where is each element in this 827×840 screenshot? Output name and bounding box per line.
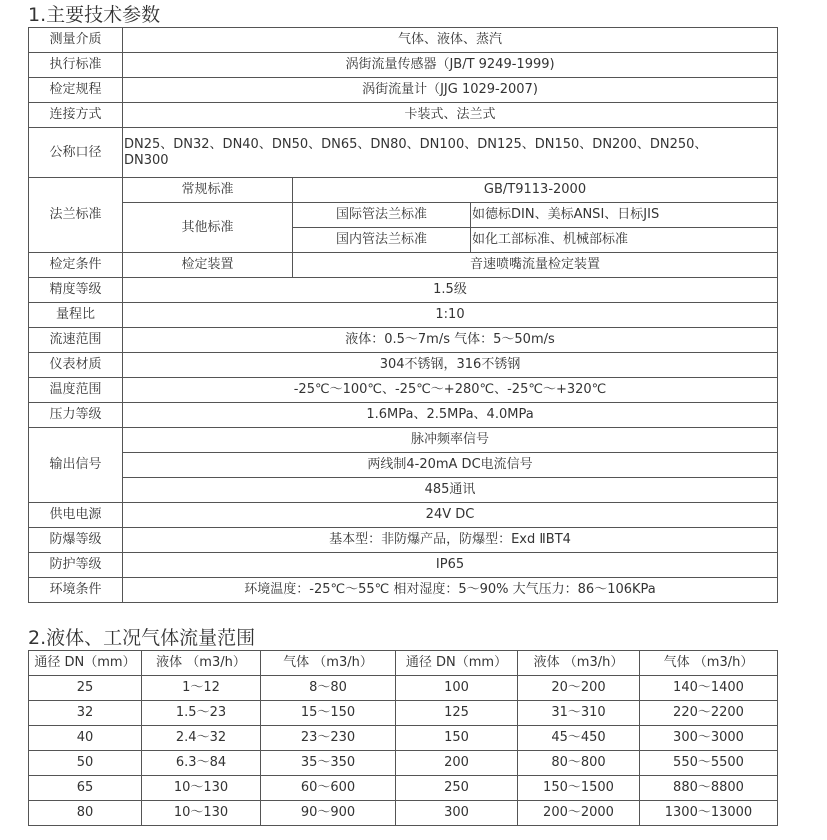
table-row bbox=[29, 378, 778, 403]
table-cell: 90～900 bbox=[261, 801, 396, 826]
table-row bbox=[29, 278, 778, 303]
table-cell: 60～600 bbox=[261, 776, 396, 801]
table-cell: 220～2200 bbox=[640, 701, 778, 726]
table-cell: 10～130 bbox=[142, 776, 261, 801]
spec-value: 1.6MPa、2.5MPa、4.0MPa bbox=[123, 403, 778, 428]
spec-label: 检定条件 bbox=[29, 253, 123, 278]
table-cell: 50 bbox=[29, 751, 142, 776]
spec-value: -25℃～100℃、-25℃～+280℃、-25℃～+320℃ bbox=[123, 378, 778, 403]
section1-title: 1.主要技术参数 bbox=[28, 4, 161, 26]
spec-sub-label: 检定装置 bbox=[123, 253, 293, 278]
table-row bbox=[29, 453, 778, 478]
table-row bbox=[29, 503, 778, 528]
table-row bbox=[29, 103, 778, 128]
table-row bbox=[29, 776, 778, 801]
table-header-row bbox=[29, 651, 778, 676]
table-row bbox=[29, 726, 778, 751]
table-row bbox=[29, 751, 778, 776]
spec-value: 1:10 bbox=[123, 303, 778, 328]
table-cell: 65 bbox=[29, 776, 142, 801]
table-cell: 300～3000 bbox=[640, 726, 778, 751]
table-cell: 200～2000 bbox=[518, 801, 640, 826]
table-row bbox=[29, 303, 778, 328]
table-cell: 45～450 bbox=[518, 726, 640, 751]
spec-label: 供电电源 bbox=[29, 503, 123, 528]
table-cell: 23～230 bbox=[261, 726, 396, 751]
spec-value: 1.5级 bbox=[123, 278, 778, 303]
spec-value: IP65 bbox=[123, 553, 778, 578]
spec-label: 公称口径 bbox=[29, 128, 123, 178]
spec-value: 如化工部标准、机械部标准 bbox=[471, 228, 778, 253]
column-header: 液体 （m3/h） bbox=[518, 651, 640, 676]
table-cell: 20～200 bbox=[518, 676, 640, 701]
spec-value: 音速喷嘴流量检定装置 bbox=[293, 253, 778, 278]
table-cell: 1.5～23 bbox=[142, 701, 261, 726]
spec-value: 环境温度：-25℃～55℃ 相对湿度：5～90% 大气压力：86～106KPa bbox=[123, 578, 778, 603]
column-header: 通径 DN（mm） bbox=[396, 651, 518, 676]
spec-sub-label: 国内管法兰标准 bbox=[293, 228, 471, 253]
table-cell: 300 bbox=[396, 801, 518, 826]
table-row bbox=[29, 676, 778, 701]
table-row bbox=[29, 801, 778, 826]
table-row bbox=[29, 578, 778, 603]
spec-value: 如德标DIN、美标ANSI、日标JIS bbox=[471, 203, 778, 228]
spec-value: 485通讯 bbox=[123, 478, 778, 503]
spec-label: 温度范围 bbox=[29, 378, 123, 403]
table-row bbox=[29, 528, 778, 553]
spec-table bbox=[28, 27, 778, 603]
table-cell: 150 bbox=[396, 726, 518, 751]
table-cell: 140～1400 bbox=[640, 676, 778, 701]
table-row bbox=[29, 428, 778, 453]
spec-label: 测量介质 bbox=[29, 28, 123, 53]
spec-label: 输出信号 bbox=[29, 428, 123, 503]
table-cell: 40 bbox=[29, 726, 142, 751]
spec-label: 执行标准 bbox=[29, 53, 123, 78]
table-row bbox=[29, 353, 778, 378]
table-row bbox=[29, 553, 778, 578]
table-row bbox=[29, 203, 778, 228]
table-cell: 1～12 bbox=[142, 676, 261, 701]
spec-label: 连接方式 bbox=[29, 103, 123, 128]
spec-value: 液体：0.5～7m/s 气体：5～50m/s bbox=[123, 328, 778, 353]
spec-value: 卡装式、法兰式 bbox=[123, 103, 778, 128]
spec-value: 24V DC bbox=[123, 503, 778, 528]
spec-value: 两线制4-20mA DC电流信号 bbox=[123, 453, 778, 478]
column-header: 液体 （m3/h） bbox=[142, 651, 261, 676]
spec-sub-label: 常规标准 bbox=[123, 178, 293, 203]
spec-label: 防爆等级 bbox=[29, 528, 123, 553]
nominal-line-2: DN300 bbox=[124, 152, 169, 168]
table-row bbox=[29, 478, 778, 503]
table-row bbox=[29, 78, 778, 103]
table-cell: 550～5500 bbox=[640, 751, 778, 776]
spec-value: 基本型：非防爆产品，防爆型：Exd ⅡBT4 bbox=[123, 528, 778, 553]
spec-value: 304不锈钢，316不锈钢 bbox=[123, 353, 778, 378]
nominal-line-1: DN25、DN32、DN40、DN50、DN65、DN80、DN100、DN125、DN150、DN200、DN250、 bbox=[124, 136, 708, 152]
spec-value bbox=[123, 128, 778, 178]
column-header: 通径 DN（mm） bbox=[29, 651, 142, 676]
spec-label: 流速范围 bbox=[29, 328, 123, 353]
table-cell: 80～800 bbox=[518, 751, 640, 776]
table-cell: 8～80 bbox=[261, 676, 396, 701]
table-row bbox=[29, 128, 778, 178]
table-cell: 880～8800 bbox=[640, 776, 778, 801]
table-cell: 15～150 bbox=[261, 701, 396, 726]
table-cell: 125 bbox=[396, 701, 518, 726]
spec-label: 精度等级 bbox=[29, 278, 123, 303]
spec-label: 仪表材质 bbox=[29, 353, 123, 378]
section2-title: 2.液体、工况气体流量范围 bbox=[28, 627, 256, 649]
table-cell: 2.4～32 bbox=[142, 726, 261, 751]
spec-value: 涡街流量传感器（JB/T 9249-1999) bbox=[123, 53, 778, 78]
column-header: 气体 （m3/h） bbox=[640, 651, 778, 676]
column-header: 气体 （m3/h） bbox=[261, 651, 396, 676]
spec-label: 环境条件 bbox=[29, 578, 123, 603]
table-cell: 200 bbox=[396, 751, 518, 776]
flow-range-table bbox=[28, 650, 778, 826]
spec-label: 防护等级 bbox=[29, 553, 123, 578]
table-cell: 10～130 bbox=[142, 801, 261, 826]
spec-value: GB/T9113-2000 bbox=[293, 178, 778, 203]
table-row bbox=[29, 403, 778, 428]
spec-value: 气体、液体、蒸汽 bbox=[123, 28, 778, 53]
table-cell: 6.3～84 bbox=[142, 751, 261, 776]
table-row bbox=[29, 53, 778, 78]
table-cell: 35～350 bbox=[261, 751, 396, 776]
spec-label: 检定规程 bbox=[29, 78, 123, 103]
table-row bbox=[29, 178, 778, 203]
table-cell: 25 bbox=[29, 676, 142, 701]
table-cell: 31～310 bbox=[518, 701, 640, 726]
table-cell: 100 bbox=[396, 676, 518, 701]
table-row bbox=[29, 253, 778, 278]
table-row bbox=[29, 28, 778, 53]
table-cell: 32 bbox=[29, 701, 142, 726]
spec-value: 脉冲频率信号 bbox=[123, 428, 778, 453]
spec-label: 法兰标准 bbox=[29, 178, 123, 253]
table-row bbox=[29, 328, 778, 353]
table-cell: 1300～13000 bbox=[640, 801, 778, 826]
table-row bbox=[29, 701, 778, 726]
spec-sub-label: 国际管法兰标准 bbox=[293, 203, 471, 228]
spec-sub-label: 其他标准 bbox=[123, 203, 293, 253]
spec-label: 压力等级 bbox=[29, 403, 123, 428]
table-cell: 250 bbox=[396, 776, 518, 801]
table-cell: 150～1500 bbox=[518, 776, 640, 801]
spec-label: 量程比 bbox=[29, 303, 123, 328]
spec-value: 涡街流量计（JJG 1029-2007) bbox=[123, 78, 778, 103]
table-cell: 80 bbox=[29, 801, 142, 826]
